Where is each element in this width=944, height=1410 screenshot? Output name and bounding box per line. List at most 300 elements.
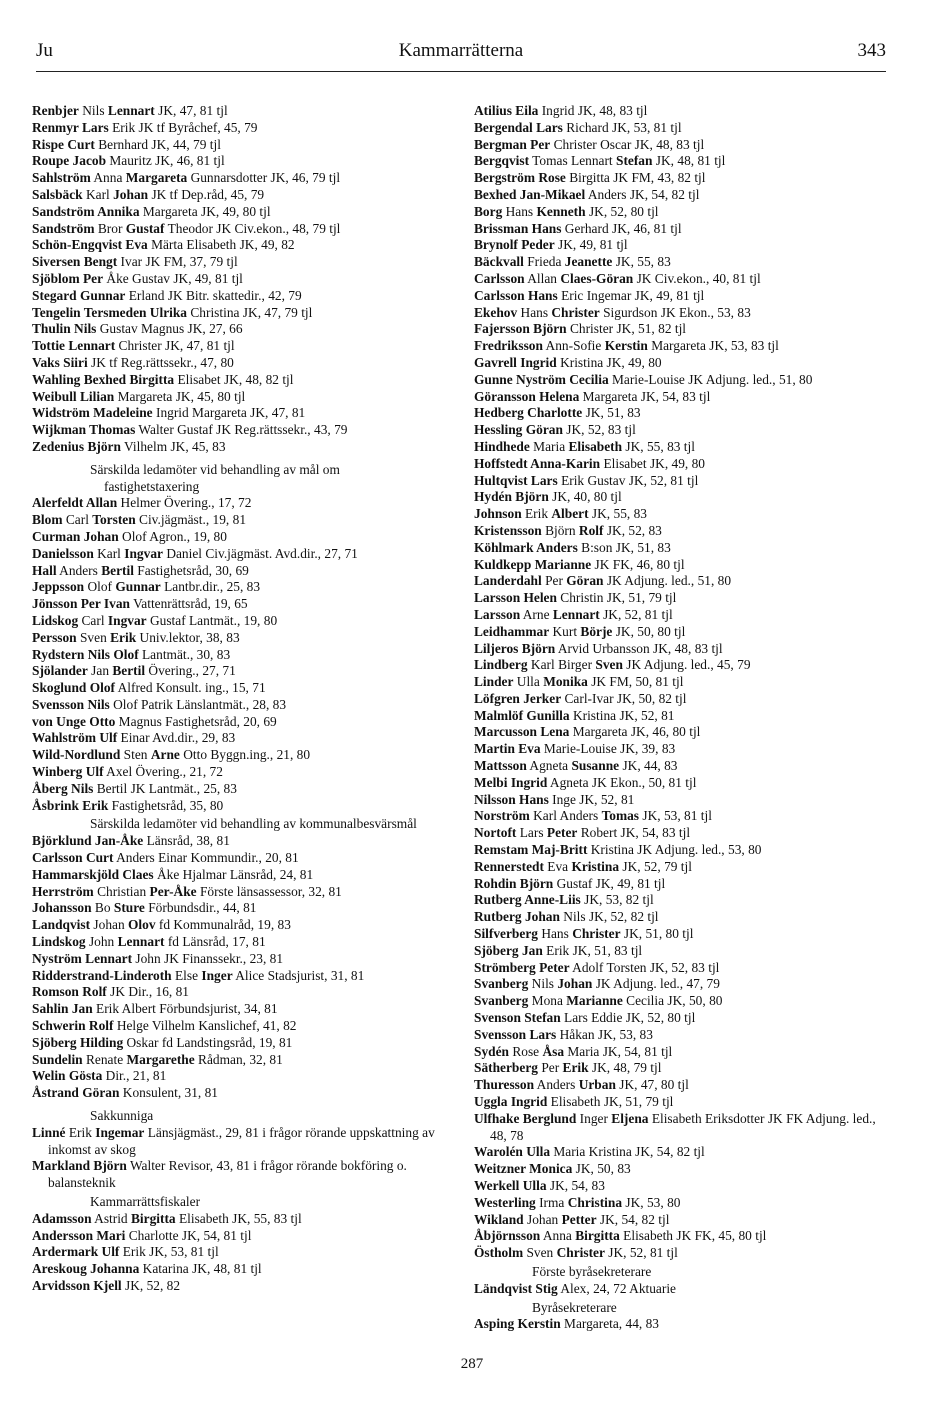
list-item	[474, 1195, 894, 1212]
entry-detail: Ivar JK FM, 37, 79 tjl	[117, 254, 238, 270]
entry-detail: Håkan JK, 53, 83	[556, 1026, 653, 1042]
list-item	[32, 884, 448, 901]
entry-name: Sundelin	[32, 1051, 83, 1067]
entry-name: Margarethe	[126, 1051, 195, 1067]
list-item	[32, 137, 448, 154]
entry-detail: Karl Anders	[529, 808, 602, 824]
entry-detail: JK, 53, 81 tjl	[639, 808, 712, 824]
entry-detail: Tomas Lennart	[529, 153, 616, 169]
entry-name: Nilsson Hans	[474, 791, 549, 807]
entry-detail: Bror	[94, 220, 126, 236]
entry-detail: Erik Albert Förbundsjurist, 34, 81	[92, 1001, 278, 1017]
entry-detail: Dir., 21, 81	[102, 1068, 167, 1084]
list-item	[474, 674, 894, 691]
entry-name: Kristina	[571, 858, 620, 874]
entry-detail: Eva	[543, 858, 572, 874]
entry-detail: Cecilia JK, 50, 80	[622, 993, 723, 1009]
list-item	[32, 321, 448, 338]
entry-detail: Karl Birger	[527, 657, 596, 673]
entry-detail: Civ.jägmäst., 19, 81	[135, 512, 247, 528]
header-section-label: Ju	[36, 40, 53, 61]
entry-detail: Ingrid JK, 48, 83 tjl	[538, 103, 648, 118]
entry-detail: Margareta JK, 54, 83 tjl	[579, 388, 711, 404]
list-item	[32, 389, 448, 406]
entry-detail: Maria	[529, 438, 569, 454]
entry-name: Herrström	[32, 883, 94, 899]
list-item	[32, 900, 448, 917]
entry-detail: JK, 52, 83	[603, 522, 662, 538]
entry-name: Bergendal Lars	[474, 119, 563, 135]
entry-name: Marianne	[566, 993, 623, 1009]
entry-name: Winberg Ulf	[32, 764, 104, 780]
list-item	[32, 1125, 448, 1159]
entry-detail: Kristina JK Adjung. led., 53, 80	[587, 842, 762, 858]
entry-name: Christer	[572, 926, 621, 942]
entry-detail: Oskar fd Landstingsråd, 19, 81	[123, 1034, 293, 1050]
list-item	[474, 657, 894, 674]
entry-detail: Astrid	[91, 1210, 131, 1226]
list-item	[32, 1035, 448, 1052]
entry-detail: Förbundsdir., 44, 81	[144, 900, 257, 916]
entry-name: Landqvist	[32, 917, 91, 933]
entry-detail: Margareta JK, 49, 80 tjl	[139, 203, 271, 219]
list-item	[474, 187, 894, 204]
entry-detail: JK, 52, 82	[121, 1277, 181, 1293]
entry-name: Martin Eva	[474, 741, 541, 757]
list-item	[474, 170, 894, 187]
entry-name: Bergman Per	[474, 136, 551, 152]
entry-detail: B:son JK, 51, 83	[577, 539, 671, 555]
list-item	[474, 523, 894, 540]
entry-name: Peter	[546, 825, 578, 841]
entry-detail: Inger	[576, 1110, 612, 1126]
entry-name: Roupe Jacob	[32, 153, 107, 169]
entry-name: Curman Johan	[32, 528, 119, 544]
entry-name: Lennart	[107, 103, 155, 118]
entry-name: Stefan	[616, 153, 653, 169]
entry-detail: Länsråd, 38, 81	[143, 833, 230, 849]
entry-detail: JK, 48, 81 tjl	[652, 153, 726, 169]
entry-name: Strömberg Peter	[474, 959, 570, 975]
entry-detail: JK, 51, 80 tjl	[620, 926, 694, 942]
list-item	[32, 405, 448, 422]
entry-name: Alerfeldt Allan	[32, 495, 118, 511]
entry-name: Jeppsson	[32, 579, 85, 595]
entry-name: Danielsson	[32, 545, 94, 561]
entry-detail: Anders JK, 54, 82 tjl	[585, 186, 700, 202]
entry-detail: Helmer Övering., 17, 72	[117, 495, 252, 511]
entry-name: Nortoft	[474, 825, 517, 841]
entry-name: Åbjörnsson	[474, 1228, 541, 1244]
entry-name: Johansson	[32, 900, 92, 916]
list-item	[474, 1111, 894, 1145]
section-heading: Förste byråsekreterare	[532, 1263, 652, 1279]
entry-detail: Axel Övering., 21, 72	[103, 764, 223, 780]
list-item	[474, 389, 894, 406]
entry-name: Lidskog	[32, 612, 79, 628]
entry-name: Schwerin Rolf	[32, 1018, 114, 1034]
entry-detail: Hans	[502, 203, 537, 219]
entry-detail: Irma	[535, 1194, 568, 1210]
entry-name: Remstam Maj-Britt	[474, 842, 588, 858]
entry-detail: Frieda	[523, 254, 565, 270]
entry-name: Svenson Stefan	[474, 1010, 561, 1026]
entry-name: Susanne	[571, 758, 620, 774]
entry-name: Hoffstedt Anna-Karin	[474, 455, 601, 471]
entry-name: Sven	[595, 657, 623, 673]
list-item	[474, 1044, 894, 1061]
entry-detail: Björn	[541, 522, 579, 538]
right-column	[474, 103, 894, 1333]
entry-detail: Fastighetsråd, 35, 80	[108, 797, 224, 813]
entry-detail: Bertil JK Lantmät., 25, 83	[93, 780, 237, 796]
entry-detail: Margareta JK, 45, 80 tjl	[114, 388, 246, 404]
list-item	[32, 120, 448, 137]
entry-name: Börje	[580, 623, 613, 639]
list-item	[474, 1077, 894, 1094]
entry-detail: JK, 48, 79 tjl	[588, 1060, 662, 1076]
entry-detail: Vattenrättsråd, 19, 65	[129, 596, 248, 612]
entry-name: Areskoug Johanna	[32, 1261, 140, 1277]
entry-name: Eljena	[611, 1110, 649, 1126]
entry-name: Löfgren Jerker	[474, 690, 562, 706]
entry-name: Skoglund Olof	[32, 680, 115, 696]
entry-name: Weitzner Monica	[474, 1161, 573, 1177]
list-item	[474, 960, 894, 977]
entry-detail: Per	[537, 1060, 563, 1076]
entry-name: Zedenius Björn	[32, 438, 121, 454]
entry-name: Kerstin	[604, 338, 648, 354]
entry-name: Gavrell Ingrid	[474, 354, 557, 370]
list-item	[32, 1278, 448, 1295]
entry-detail: fd Länsråd, 17, 81	[164, 934, 266, 950]
entry-name: Renbjer	[32, 103, 79, 118]
entry-name: Birgitta	[575, 1228, 620, 1244]
entry-name: Birgitta	[130, 1210, 176, 1226]
list-item	[32, 305, 448, 322]
entry-name: Svanberg	[474, 976, 529, 992]
entry-detail: Anders	[56, 562, 102, 578]
entry-name: Larsson Helen	[474, 590, 557, 606]
list-item	[32, 579, 448, 596]
list-item	[474, 422, 894, 439]
entry-detail: JK, 47, 81 tjl	[154, 103, 228, 118]
entry-detail: JK tf Dep.råd, 45, 79	[148, 186, 265, 202]
entry-detail: Märta Elisabeth JK, 49, 82	[147, 237, 295, 253]
entry-detail: Fastighetsråd, 30, 69	[133, 562, 249, 578]
entry-name: Kristensson	[474, 522, 542, 538]
list-item	[474, 691, 894, 708]
list-item	[32, 103, 448, 120]
entry-detail: JK Civ.ekon., 40, 81 tjl	[633, 270, 761, 286]
entry-detail: Magnus Fastighetsråd, 20, 69	[115, 713, 277, 729]
entry-name: Sjöberg Hilding	[32, 1034, 124, 1050]
entry-name: Rolf	[578, 522, 604, 538]
entry-detail: Johan	[90, 917, 128, 933]
entry-detail: JK, 52, 79 tjl	[619, 858, 692, 874]
entry-detail: JK Dir., 16, 81	[106, 984, 189, 1000]
list-item	[474, 775, 894, 792]
entry-name: Liljeros Björn	[474, 640, 556, 656]
list-item	[32, 187, 448, 204]
entry-name: Urban	[578, 1077, 616, 1093]
entry-detail: Kristina JK, 52, 81	[569, 707, 675, 723]
entry-detail: Sten	[120, 747, 151, 763]
page-header	[36, 30, 886, 72]
entry-detail: JK Adjung. led., 47, 79	[592, 976, 720, 992]
page-title: Kammarrätterna	[398, 40, 524, 61]
entry-name: Vaks Siiri	[32, 354, 88, 370]
entry-name: Wild-Nordlund	[32, 747, 121, 763]
entry-name: Marcusson Lena	[474, 724, 570, 740]
entry-detail: Elisabeth Eriksdotter JK FK Adjung. led., 48, 78	[490, 1110, 876, 1143]
entry-name: Sture	[113, 900, 145, 916]
list-item	[32, 1052, 448, 1069]
list-item	[32, 1001, 448, 1018]
entry-name: Carlsson Hans	[474, 287, 558, 303]
entry-detail: Länsjägmäst., 29, 81 i frågor rörande uppskattning av inkomst av skog	[48, 1124, 435, 1157]
entry-name: Siversen Bengt	[32, 254, 118, 270]
entry-name: Kuldkepp Marianne	[474, 556, 592, 572]
entry-name: Jeanette	[564, 254, 613, 270]
entry-name: Rennerstedt	[474, 858, 544, 874]
list-item	[474, 506, 894, 523]
entry-detail: Kristina JK, 49, 80	[556, 354, 662, 370]
entry-detail: Otto Byggn.ing., 21, 80	[179, 747, 311, 763]
entry-detail: Daniel Civ.jägmäst. Avd.dir., 27, 71	[162, 545, 358, 561]
list-item	[32, 422, 448, 439]
list-item	[32, 153, 448, 170]
entry-name: Sahlström	[32, 170, 91, 186]
entry-detail: Elisabeth JK, 55, 83 tjl	[175, 1210, 302, 1226]
list-item	[32, 1261, 448, 1278]
entry-detail: Christer Oscar JK, 48, 83 tjl	[550, 136, 705, 152]
entry-name: Torsten	[92, 512, 136, 528]
entry-detail: Sigurdson JK Ekon., 53, 83	[599, 304, 751, 320]
entry-detail: Olof Patrik Länslantmät., 28, 83	[109, 696, 287, 712]
entry-detail: Agneta	[526, 758, 572, 774]
list-item	[32, 850, 448, 867]
entry-name: Westerling	[474, 1194, 536, 1210]
entry-name: Brissman Hans	[474, 220, 562, 236]
list-item	[474, 892, 894, 909]
section-heading: Särskilda ledamöter vid behandling av mål om fastighetstaxering	[90, 461, 340, 494]
entry-detail: Rose	[508, 1043, 543, 1059]
entry-detail: Theodor JK Civ.ekon., 48, 79 tjl	[164, 220, 341, 236]
list-item	[474, 1245, 894, 1262]
list-item	[32, 221, 448, 238]
list-item	[32, 968, 448, 985]
list-item	[474, 456, 894, 473]
entry-name: Thulin Nils	[32, 321, 97, 337]
list-item	[474, 1161, 894, 1178]
entry-name: Björklund Jan-Åke	[32, 833, 144, 849]
entry-name: Weibull Lilian	[32, 388, 115, 404]
entry-detail: Christer JK, 51, 82 tjl	[566, 321, 687, 337]
entry-name: Brynolf Peder	[474, 237, 555, 253]
entry-detail: Mauritz JK, 46, 81 tjl	[106, 153, 225, 169]
entry-detail: Bo	[91, 900, 114, 916]
entry-name: Kenneth	[536, 203, 586, 219]
list-item	[474, 338, 894, 355]
entry-detail: Gunnarsdotter JK, 46, 79 tjl	[187, 170, 341, 186]
list-item	[32, 781, 448, 798]
entry-detail: Gerhard JK, 46, 81 tjl	[561, 220, 682, 236]
list-item	[32, 984, 448, 1001]
entry-name: Johan	[113, 186, 149, 202]
entry-name: Bäckvall	[474, 254, 524, 270]
entry-name: Adamsson	[32, 1210, 92, 1226]
list-item	[32, 563, 448, 580]
entry-detail: JK, 52, 83 tjl	[562, 422, 636, 438]
entry-detail: Christer JK, 47, 81 tjl	[115, 338, 235, 354]
entry-name: Erik	[110, 629, 137, 645]
entry-name: Ingvar	[124, 545, 163, 561]
list-item	[474, 540, 894, 557]
list-item	[474, 405, 894, 422]
entry-name: Köhlmark Anders	[474, 539, 578, 555]
entry-name: Andersson Mari	[32, 1227, 126, 1243]
entry-name: Christer	[551, 304, 600, 320]
entry-name: Johnson	[474, 506, 522, 522]
entry-detail: Alfred Konsult. ing., 15, 71	[115, 680, 266, 696]
entry-detail: Margareta JK, 53, 83 tjl	[647, 338, 779, 354]
entry-detail: Per	[541, 573, 567, 589]
entry-detail: Bernhard JK, 44, 79 tjl	[94, 136, 221, 152]
list-item	[32, 512, 448, 529]
entry-detail: Erik	[65, 1124, 96, 1140]
entry-name: Claes-Göran	[560, 270, 634, 286]
list-item	[474, 859, 894, 876]
list-item	[474, 473, 894, 490]
entry-detail: Ingrid Margareta JK, 47, 81	[152, 405, 306, 421]
list-item	[474, 137, 894, 154]
entry-name: Tomas	[601, 808, 640, 824]
entry-name: Carlsson Curt	[32, 850, 114, 866]
entry-name: Romson Rolf	[32, 984, 107, 1000]
entry-name: Mattsson	[474, 758, 527, 774]
entry-detail: JK, 50, 83	[572, 1161, 631, 1177]
entry-detail: Allan	[524, 270, 561, 286]
entry-detail: Elisabeth JK, 51, 79 tjl	[547, 1094, 674, 1110]
entry-detail: Johan	[523, 1211, 562, 1227]
entry-detail: Erik	[521, 506, 552, 522]
list-item	[474, 909, 894, 926]
entry-detail: Marie-Louise JK Adjung. led., 51, 80	[608, 371, 813, 387]
list-item	[474, 976, 894, 993]
entry-name: Göransson Helena	[474, 388, 580, 404]
entry-name: Salsbäck	[32, 186, 83, 202]
entry-detail: Mona	[528, 993, 567, 1009]
entry-detail: Sven	[76, 629, 111, 645]
entry-detail: Nils	[528, 976, 558, 992]
list-item	[474, 607, 894, 624]
list-item	[474, 590, 894, 607]
entry-detail: Jan	[87, 663, 113, 679]
list-item	[474, 792, 894, 809]
entry-detail: Nils JK, 52, 82 tjl	[559, 909, 659, 925]
entry-name: Bertil	[112, 663, 146, 679]
entry-name: Borg	[474, 203, 503, 219]
entry-name: Sandström	[32, 220, 95, 236]
entry-detail: Maria Kristina JK, 54, 82 tjl	[550, 1144, 705, 1160]
list-item	[32, 1244, 448, 1261]
list-item	[474, 1281, 894, 1298]
list-item	[474, 1094, 894, 1111]
entry-name: Linder	[474, 674, 514, 690]
entry-name: Ekehov	[474, 304, 518, 320]
entry-name: Gustaf	[125, 220, 165, 236]
entry-detail: JK, 52, 81 tjl	[604, 1245, 678, 1261]
entry-name: Ulfhake Berglund	[474, 1110, 577, 1126]
entry-detail: Olof	[84, 579, 116, 595]
list-item	[474, 808, 894, 825]
list-item	[474, 120, 894, 137]
entry-name: Ridderstrand-Linderoth	[32, 967, 172, 983]
entry-detail: Elisabet JK, 49, 80	[600, 455, 705, 471]
entry-name: Åstrand Göran	[32, 1085, 120, 1101]
entry-detail: Richard JK, 53, 81 tjl	[562, 119, 682, 135]
entry-detail: Konsulent, 31, 81	[119, 1085, 218, 1101]
entry-name: Warolén Ulla	[474, 1144, 551, 1160]
list-item	[474, 1316, 894, 1333]
entry-name: Nyström Lennart	[32, 950, 133, 966]
list-item	[474, 573, 894, 590]
entry-name: Bergström Rose	[474, 170, 566, 186]
list-item	[32, 663, 448, 680]
entry-detail: Gustaf Lantmät., 19, 80	[146, 612, 278, 628]
entry-detail: JK, 55, 83 tjl	[622, 438, 695, 454]
entry-detail: Marie-Louise JK, 39, 83	[540, 741, 676, 757]
entry-detail: Katarina JK, 48, 81 tjl	[139, 1261, 262, 1277]
entry-detail: JK, 51, 83	[582, 405, 641, 421]
entry-detail: Margareta JK, 46, 80 tjl	[569, 724, 701, 740]
entry-detail: JK, 54, 82 tjl	[596, 1211, 670, 1227]
entry-detail: Hans	[537, 926, 573, 942]
list-item	[32, 680, 448, 697]
list-item	[32, 237, 448, 254]
list-item	[32, 934, 448, 951]
entry-detail: Walter Revisor, 43, 81 i frågor rörande bokföring o. balansteknik	[48, 1158, 407, 1191]
entry-detail: Erik JK, 51, 83 tjl	[542, 942, 643, 958]
list-item	[474, 1027, 894, 1044]
entry-detail: Gustaf JK, 49, 81 tjl	[553, 875, 666, 891]
entry-detail: fd Kommunalråd, 19, 83	[155, 917, 291, 933]
entry-name: Markland Björn	[32, 1158, 127, 1174]
entry-name: Ingvar	[107, 612, 147, 628]
list-item	[32, 1158, 448, 1192]
list-item	[32, 747, 448, 764]
entry-name: Sjöblom Per	[32, 270, 104, 286]
list-item	[474, 204, 894, 221]
entry-name: Bergqvist	[474, 153, 530, 169]
list-item	[32, 833, 448, 850]
entry-detail: Christina JK, 47, 79 tjl	[187, 304, 313, 320]
entry-name: Carlsson	[474, 270, 525, 286]
entry-detail: Lars	[516, 825, 547, 841]
entry-name: Fredriksson	[474, 338, 543, 354]
entry-name: Hindhede	[474, 438, 530, 454]
list-item	[474, 372, 894, 389]
entry-detail: JK, 53, 80	[622, 1194, 681, 1210]
entry-name: Göran	[566, 573, 604, 589]
entry-name: Lennart	[552, 606, 600, 622]
left-column	[32, 103, 448, 1295]
list-item	[474, 103, 894, 120]
entry-detail: Christian	[93, 883, 150, 899]
entry-name: Hultqvist Lars	[474, 472, 558, 488]
entry-detail: Rådman, 32, 81	[194, 1051, 283, 1067]
